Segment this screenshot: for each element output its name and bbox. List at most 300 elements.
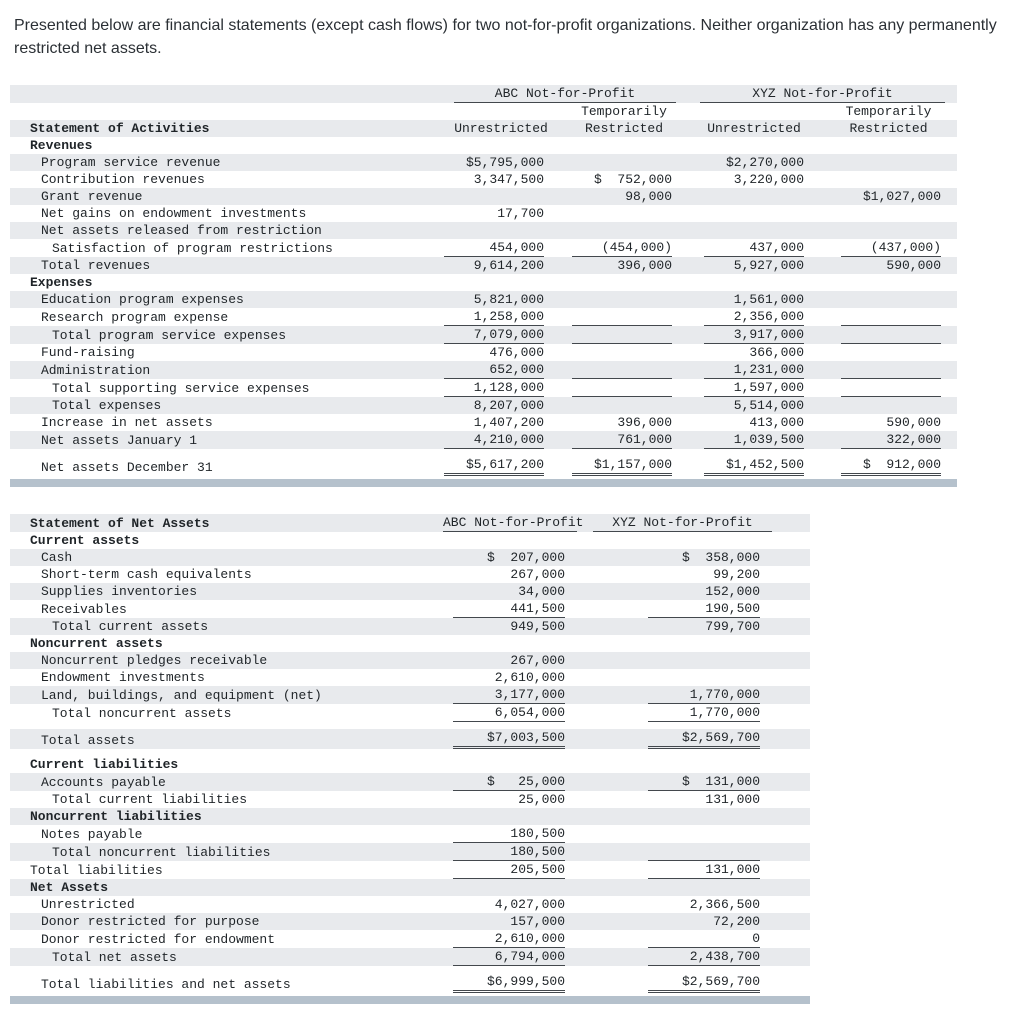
spacer-row [10,722,810,729]
value-cell [435,756,585,773]
cell-value: 1,597,000 [704,379,804,397]
spacer-row [10,749,810,756]
value-cell [560,326,688,344]
org-header-cell [435,514,585,532]
cell-value: 366,000 [749,345,804,361]
table-row [10,729,810,749]
row-label: Program service revenue [10,154,442,171]
cell-value: 3,220,000 [733,172,804,188]
value-cell [688,397,820,414]
table-row [10,137,957,154]
org-header-cell [442,85,688,103]
value-cell [688,137,820,154]
cell-value: $7,003,500 [453,729,565,749]
cell-value: $5,795,000 [465,155,544,171]
table-row [10,222,957,239]
intro-text: Presented below are financial statements (except cash flows) for two not-for-profit organizations. Neither organization has any permanently restricted net assets. [14,17,997,58]
value-cell [435,843,585,861]
table-row [10,379,957,397]
value-cell [435,583,585,600]
row-label: Net assets released from restriction [10,222,442,239]
filler-cell [780,930,810,948]
cell-value [841,326,941,344]
value-cell [560,171,688,188]
row-label: Expenses [30,275,93,291]
row-label: Unrestricted [41,897,135,913]
table-row [10,704,810,722]
table-row [10,154,957,171]
cell-value: 2,610,000 [453,930,565,948]
cell-value: 72,200 [713,914,760,930]
table-row [10,686,810,704]
org-header-cell [688,85,957,103]
table-row [10,808,810,825]
row-label: Noncurrent assets [30,636,163,652]
filler-cell [780,896,810,913]
org-header: ABC Not-for-Profit [454,85,676,103]
col-header: Restricted [820,120,957,137]
header-row [10,120,957,137]
value-cell [435,686,585,704]
net-assets-bottom-bar [10,996,810,1004]
value-cell [585,808,780,825]
row-label: Noncurrent liabilities [10,808,435,825]
filler-cell [780,514,810,532]
value-cell [442,222,560,239]
value-cell [585,618,780,635]
value-cell [435,566,585,583]
table-row [10,532,810,549]
row-label: Total expenses [10,397,442,414]
cell-value: 1,407,200 [473,415,544,431]
value-cell [688,239,820,257]
value-cell [560,397,688,414]
table-row [10,618,810,635]
cell-value: $6,999,500 [453,973,565,993]
value-cell [435,879,585,896]
filler-cell [780,566,810,583]
table-row [10,948,810,966]
col-subheader: Temporarily [845,104,932,120]
value-cell [585,532,780,549]
value-cell [585,913,780,930]
value-cell [435,948,585,966]
value-cell [820,154,957,171]
value-cell [688,154,820,171]
row-label [10,85,442,103]
row-label: Administration [10,361,442,379]
value-cell [442,188,560,205]
row-label: Total noncurrent liabilities [10,843,435,861]
table-row [10,583,810,600]
table-row [10,326,957,344]
value-cell [820,188,957,205]
statement-of-net-assets-table [10,514,810,993]
header-row [10,103,957,120]
table-row [10,431,957,449]
value-cell [585,948,780,966]
cell-value: $1,452,500 [704,456,804,476]
cell-value: $1,027,000 [862,189,941,205]
filler-cell [780,600,810,618]
cell-value [572,326,672,344]
table-row [10,414,957,431]
row-label: Increase in net assets [41,415,213,431]
value-cell [820,239,957,257]
row-label: Total current assets [10,618,435,635]
cell-value [572,361,672,379]
value-cell [442,379,560,397]
filler-cell [780,583,810,600]
table-row [10,913,810,930]
cell-value: 17,700 [497,206,544,222]
filler-cell [780,532,810,549]
cell-value [841,379,941,397]
table-row [10,171,957,188]
activities-bottom-bar [10,479,957,487]
value-cell [560,205,688,222]
value-cell [820,257,957,274]
table-row [10,756,810,773]
filler-cell [780,704,810,722]
filler-cell [780,948,810,966]
value-cell [688,326,820,344]
value-cell [435,791,585,808]
value-cell [560,274,688,291]
cell-value: 205,500 [453,861,565,879]
row-label: Noncurrent pledges receivable [10,652,435,669]
row-label: Current liabilities [30,757,179,773]
value-cell [585,973,780,993]
value-cell [820,456,957,476]
col-subheader [688,103,820,120]
cell-value: 949,500 [510,619,565,635]
row-label: Land, buildings, and equipment (net) [10,686,435,704]
value-cell [442,456,560,476]
value-cell [442,414,560,431]
cell-value [572,379,672,397]
cell-value: 652,000 [444,361,544,379]
value-cell [435,532,585,549]
row-label: Total noncurrent assets [52,706,232,722]
spacer-row [10,449,957,456]
value-cell [820,414,957,431]
cell-value: $1,157,000 [572,456,672,476]
value-cell [820,397,957,414]
value-cell [560,456,688,476]
value-cell [560,137,688,154]
value-cell [435,669,585,686]
cell-value: $2,569,700 [648,729,760,749]
cell-value: $ 131,000 [648,773,760,791]
table-title: Statement of Net Assets [10,514,435,532]
cell-value: 437,000 [704,239,804,257]
filler-cell [780,843,810,861]
table-row [10,791,810,808]
cell-value: 413,000 [749,415,804,431]
value-cell [688,171,820,188]
value-cell [442,257,560,274]
table-row [10,652,810,669]
value-cell [442,344,560,361]
header-row [10,85,957,103]
row-label [10,103,442,120]
value-cell [560,308,688,326]
value-cell [688,308,820,326]
row-label: Donor restricted for endowment [41,932,276,948]
value-cell [442,171,560,188]
org-header: XYZ Not-for-Profit [593,514,772,532]
value-cell [688,205,820,222]
value-cell [585,729,780,749]
value-cell [688,361,820,379]
cell-value: 396,000 [617,415,672,431]
value-cell [435,930,585,948]
value-cell [820,431,957,449]
value-cell [585,930,780,948]
cell-value [572,308,672,326]
cell-value: 131,000 [705,792,760,808]
value-cell [585,566,780,583]
cell-value: 3,177,000 [453,686,565,704]
value-cell [435,973,585,993]
cell-value: 5,514,000 [733,398,804,414]
value-cell [820,274,957,291]
value-cell [688,344,820,361]
value-cell [560,222,688,239]
value-cell [688,431,820,449]
value-cell [435,652,585,669]
filler-cell [780,773,810,791]
row-label: Accounts payable [10,773,435,791]
value-cell [820,222,957,239]
table-row [10,973,810,993]
value-cell [435,773,585,791]
table-row [10,344,957,361]
org-header: XYZ Not-for-Profit [700,85,945,103]
row-label: Total supporting service expenses [52,381,310,397]
filler-cell [780,549,810,566]
table-row [10,456,957,476]
statement-of-activities-table [10,85,957,476]
row-label: Short-term cash equivalents [41,567,252,583]
filler-cell [780,635,810,652]
cell-value: 6,794,000 [453,948,565,966]
table-row [10,291,957,308]
cell-value [841,308,941,326]
value-cell [688,456,820,476]
value-cell [435,825,585,843]
cell-value: $ 912,000 [841,456,941,476]
row-label: Notes payable [41,827,143,843]
value-cell [688,222,820,239]
table-row [10,635,810,652]
cell-value [648,843,760,861]
value-cell [688,188,820,205]
col-header: Restricted [560,120,688,137]
cell-value: 6,054,000 [453,704,565,722]
col-subheader [442,103,560,120]
cell-value: 190,500 [648,600,760,618]
cell-value: 180,500 [453,843,565,861]
row-label: Total liabilities [30,863,163,879]
table-row [10,257,957,274]
row-label: Net Assets [10,879,435,896]
filler-cell [780,652,810,669]
table-row [10,308,957,326]
row-label: Total current liabilities [52,792,248,808]
value-cell [442,137,560,154]
row-label: Current assets [30,533,140,549]
table-title: Statement of Activities [10,120,442,137]
table-row [10,600,810,618]
value-cell [585,896,780,913]
cell-value: 99,200 [713,567,760,583]
value-cell [560,257,688,274]
cell-value: 1,128,000 [444,379,544,397]
value-cell [560,154,688,171]
value-cell [560,361,688,379]
table-row [10,825,810,843]
filler-cell [780,791,810,808]
cell-value: 267,000 [510,653,565,669]
cell-value: 1,770,000 [648,686,760,704]
value-cell [585,669,780,686]
value-cell [560,239,688,257]
row-label: Donor restricted for purpose [10,913,435,930]
row-label: Endowment investments [41,670,205,686]
row-label: Total assets [10,729,435,749]
cell-value: $2,270,000 [725,155,804,171]
value-cell [585,686,780,704]
value-cell [435,635,585,652]
filler-cell [780,913,810,930]
filler-cell [780,861,810,879]
row-label: Research program expense [41,310,229,326]
filler-cell [780,756,810,773]
cell-value: $2,569,700 [648,973,760,993]
value-cell [442,274,560,291]
cell-value: 2,610,000 [494,670,565,686]
filler-cell [780,825,810,843]
cell-value: 476,000 [489,345,544,361]
row-label: Total net assets [10,948,435,966]
row-label: Contribution revenues [41,172,205,188]
filler-cell [780,879,810,896]
cell-value: 8,207,000 [473,398,544,414]
cell-value: $ 207,000 [486,550,565,566]
value-cell [820,137,957,154]
value-cell [585,652,780,669]
value-cell [442,205,560,222]
table-row [10,274,957,291]
cell-value: 1,561,000 [733,292,804,308]
cell-value: 1,258,000 [444,308,544,326]
cell-value: 441,500 [453,600,565,618]
value-cell [435,861,585,879]
cell-value: 799,700 [705,619,760,635]
table-row [10,861,810,879]
cell-value: $ 358,000 [681,550,760,566]
value-cell [820,205,957,222]
table-row [10,549,810,566]
value-cell [435,704,585,722]
value-cell [585,704,780,722]
table-row [10,566,810,583]
row-label: Education program expenses [10,291,442,308]
cell-value [841,361,941,379]
cell-value: 761,000 [572,431,672,449]
filler-cell [780,729,810,749]
row-label: Receivables [41,602,127,618]
cell-value: 2,366,500 [689,897,760,913]
value-cell [560,188,688,205]
value-cell [442,239,560,257]
row-label: Cash [10,549,435,566]
cell-value: 1,770,000 [648,704,760,722]
spacer-row [10,966,810,973]
value-cell [560,344,688,361]
filler-cell [780,669,810,686]
value-cell [820,326,957,344]
value-cell [442,291,560,308]
cell-value: 3,347,500 [473,172,544,188]
cell-value: 98,000 [625,189,672,205]
table-row [10,205,957,222]
org-header: ABC Not-for-Profit [443,515,584,531]
row-label: Grant revenue [10,188,442,205]
value-cell [442,431,560,449]
cell-value: 131,000 [648,861,760,879]
cell-value: 25,000 [518,792,565,808]
cell-value: (454,000) [572,239,672,257]
value-cell [442,397,560,414]
cell-value: 2,438,700 [648,948,760,966]
filler-cell [780,808,810,825]
value-cell [442,308,560,326]
cell-value: $ 25,000 [453,773,565,791]
value-cell [820,361,957,379]
table-row [10,773,810,791]
value-cell [435,896,585,913]
header-row [10,514,810,532]
value-cell [820,291,957,308]
value-cell [560,291,688,308]
row-label: Supplies inventories [10,583,435,600]
cell-value: 0 [648,930,760,948]
row-label: Total liabilities and net assets [41,977,291,993]
table-row [10,843,810,861]
table-row [10,896,810,913]
row-label: Net assets December 31 [41,460,213,476]
col-header: Unrestricted [442,120,560,137]
row-label: Net gains on endowment investments [41,206,307,222]
value-cell [688,379,820,397]
org-header-cell [585,514,780,532]
value-cell [820,308,957,326]
value-cell [688,257,820,274]
value-cell [688,291,820,308]
table-row [10,397,957,414]
filler-cell [780,618,810,635]
value-cell [688,274,820,291]
value-cell [435,913,585,930]
value-cell [585,756,780,773]
row-label: Net assets January 1 [10,431,442,449]
cell-value: 322,000 [841,431,941,449]
value-cell [585,843,780,861]
cell-value: 454,000 [444,239,544,257]
